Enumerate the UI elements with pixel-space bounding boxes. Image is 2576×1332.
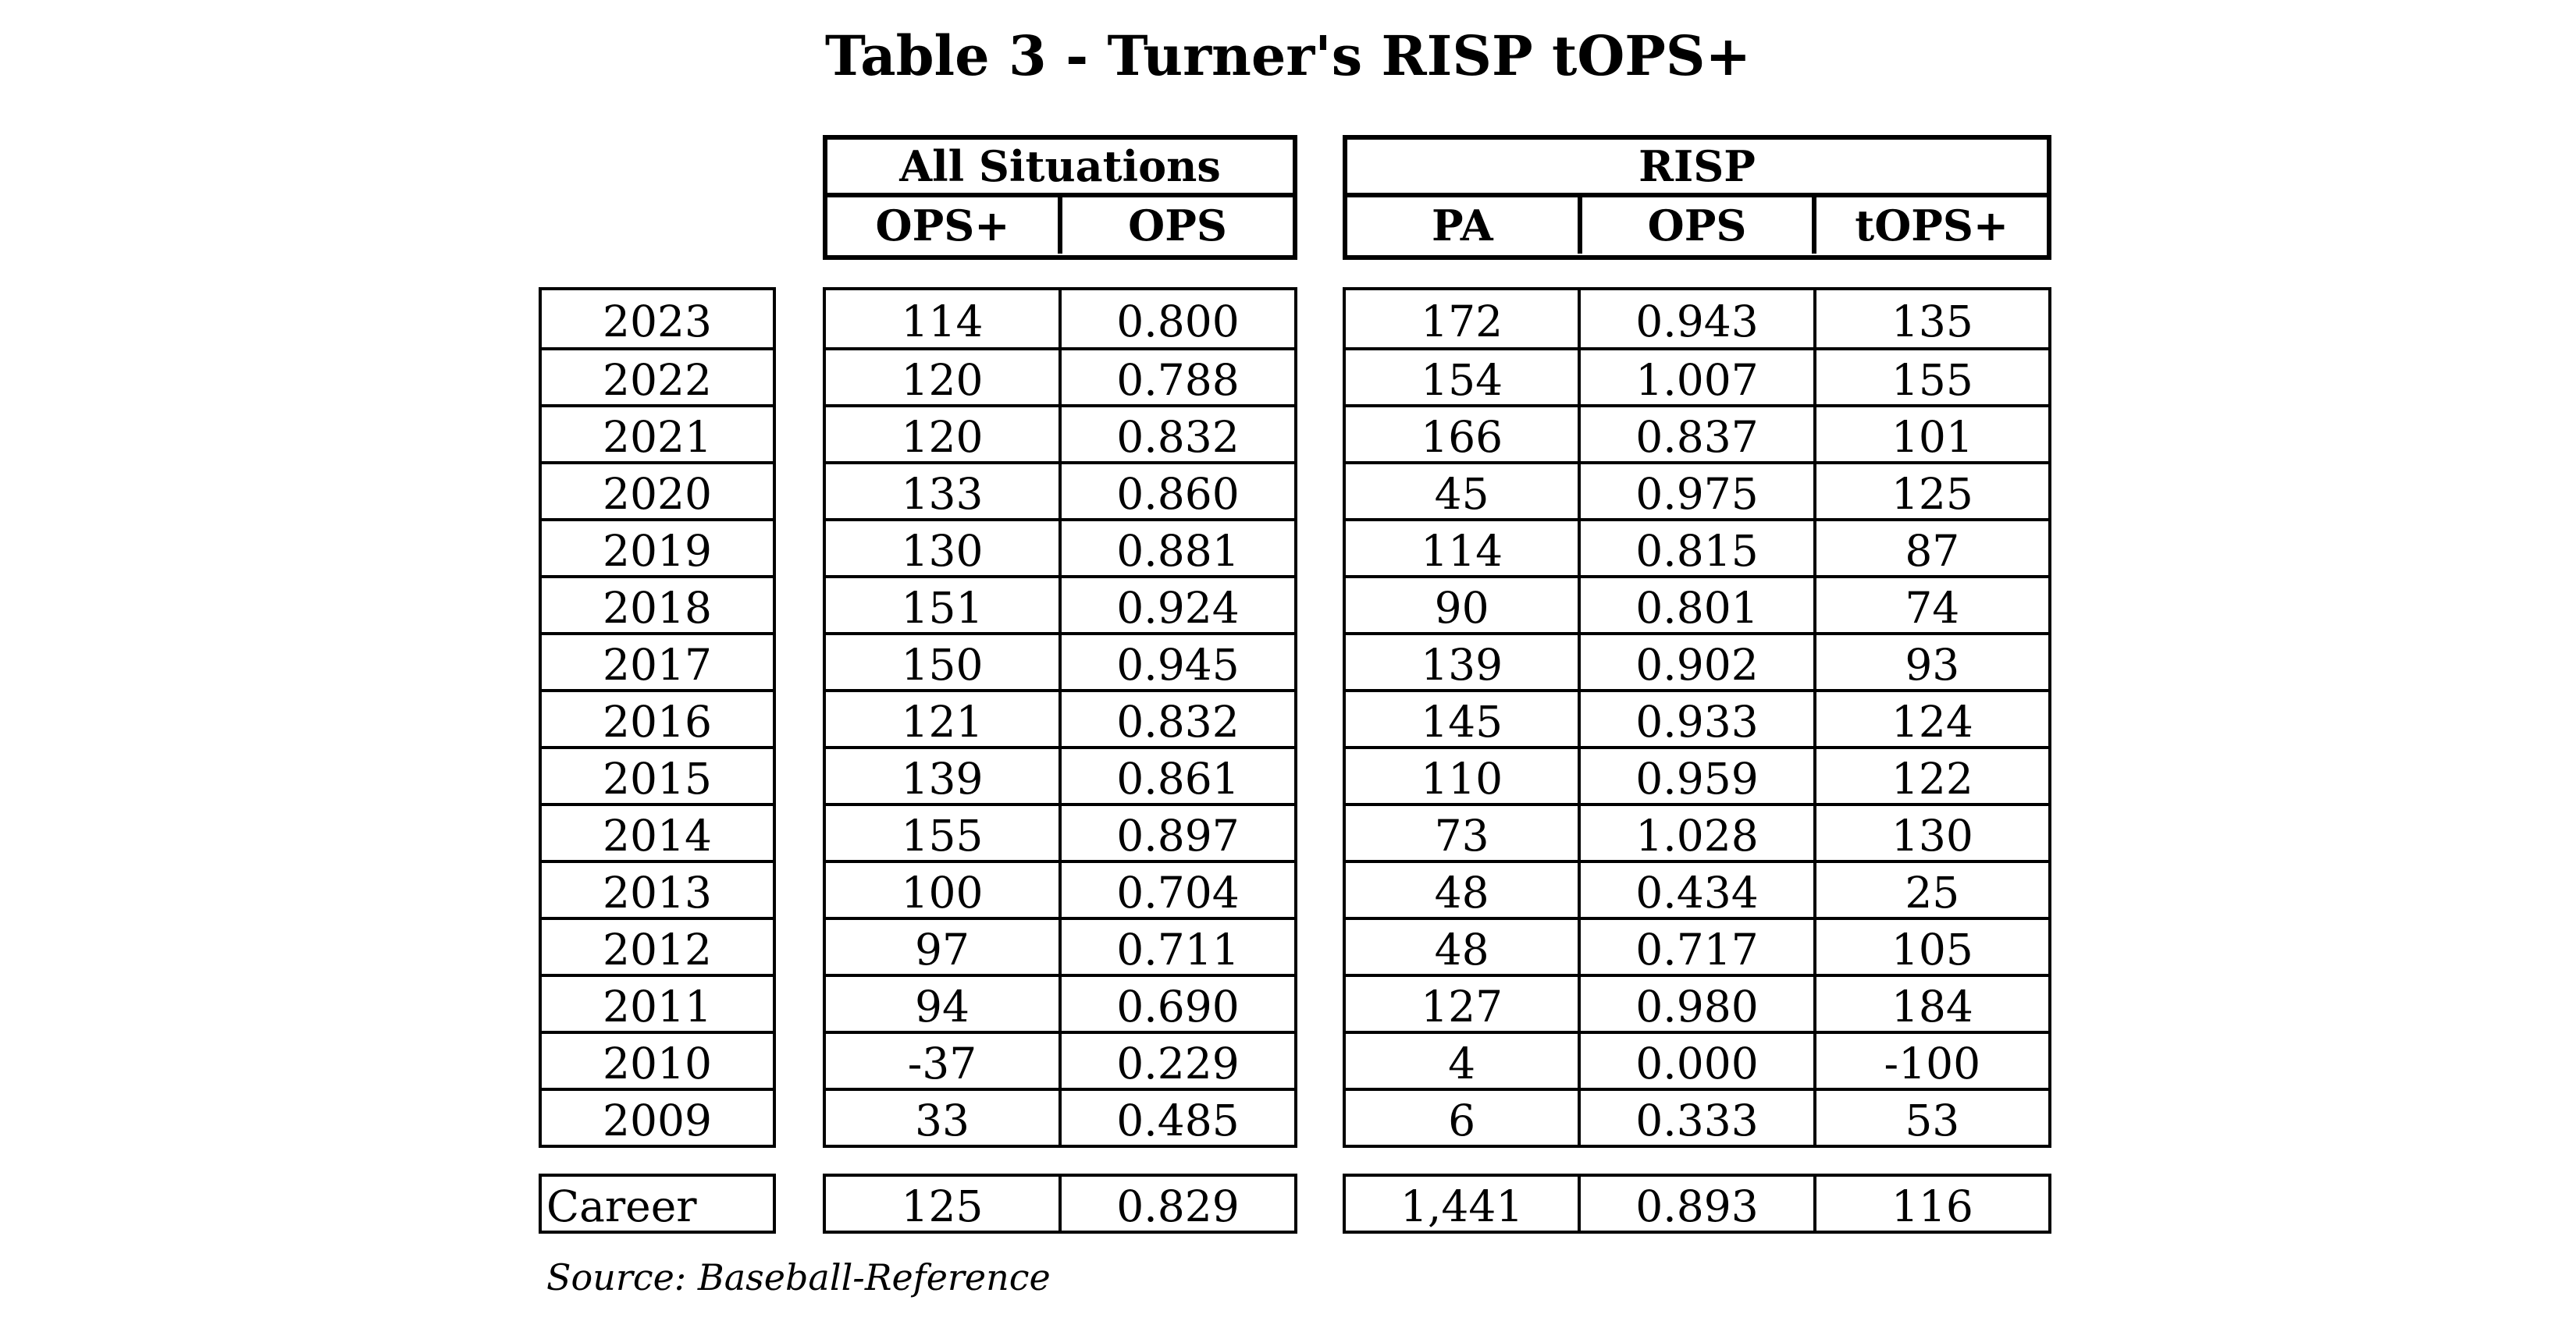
table-row [542, 575, 773, 632]
year-cell: 2013 [603, 867, 712, 918]
table-row [1346, 518, 2048, 575]
tops-plus-header: tOPS+ [1812, 197, 2047, 254]
year-cell: 2019 [603, 525, 712, 576]
risp-ops-cell: 0.959 [1578, 749, 1813, 803]
table-row [826, 860, 1294, 917]
year-cell: 2010 [603, 1038, 712, 1089]
ops-cell: 0.832 [1059, 407, 1294, 461]
table-row [1346, 1031, 2048, 1088]
tops-plus-cell: 124 [1813, 692, 2048, 746]
ops-plus-cell: 94 [915, 981, 970, 1032]
pa-cell: 166 [1421, 411, 1503, 462]
ops-plus-cell: 33 [915, 1095, 970, 1146]
table-row [1346, 689, 2048, 746]
ops-plus-cell: 133 [901, 468, 984, 519]
ops-plus-cell: 155 [901, 810, 984, 861]
ops-plus-cell: 114 [901, 296, 984, 346]
table-row [826, 632, 1294, 689]
risp-ops-cell: 0.980 [1578, 977, 1813, 1031]
career-risp [1343, 1174, 2051, 1234]
table-row [826, 404, 1294, 461]
risp-ops-cell: 1.028 [1578, 806, 1813, 860]
ops-cell: 0.897 [1059, 806, 1294, 860]
risp-ops-cell: 0.717 [1578, 920, 1813, 974]
table-row [542, 1031, 773, 1088]
tops-plus-cell: 135 [1813, 290, 2048, 347]
all-situations-header [823, 135, 1297, 260]
career-tops-plus: 116 [1813, 1177, 2048, 1231]
table-row [1346, 290, 2048, 347]
career-pa: 1,441 [1400, 1181, 1524, 1231]
year-cell: 2015 [603, 753, 712, 804]
career-risp-ops: 0.893 [1578, 1177, 1813, 1231]
pa-cell: 110 [1421, 753, 1503, 804]
table-row [542, 1088, 773, 1145]
all-situations-body [823, 287, 1297, 1148]
pa-header: PA [1432, 201, 1493, 250]
pa-cell: 6 [1448, 1095, 1476, 1146]
pa-cell: 114 [1421, 525, 1503, 576]
pa-cell: 48 [1434, 867, 1489, 918]
pa-cell: 73 [1434, 810, 1489, 861]
ops-plus-cell: 97 [915, 924, 970, 975]
risp-ops-cell: 0.943 [1578, 290, 1813, 347]
ops-header: OPS [1058, 197, 1293, 254]
risp-ops-cell: 0.933 [1578, 692, 1813, 746]
risp-label: RISP [1347, 140, 2047, 197]
table-row [826, 1031, 1294, 1088]
tops-plus-cell: 122 [1813, 749, 2048, 803]
table-row [826, 1088, 1294, 1145]
ops-plus-cell: 100 [901, 867, 984, 918]
ops-cell: 0.800 [1059, 290, 1294, 347]
table-row [826, 917, 1294, 974]
ops-cell: 0.711 [1059, 920, 1294, 974]
year-cell: 2011 [603, 981, 712, 1032]
year-cell: 2022 [603, 354, 712, 405]
all-situations-label: All Situations [827, 140, 1293, 197]
risp-body [1343, 287, 2051, 1148]
ops-plus-cell: -37 [907, 1038, 977, 1089]
table-row [542, 746, 773, 803]
ops-cell: 0.832 [1059, 692, 1294, 746]
pa-cell: 127 [1421, 981, 1503, 1032]
table-row [826, 803, 1294, 860]
risp-ops-cell: 0.000 [1578, 1034, 1813, 1088]
table-row [1346, 917, 2048, 974]
table-row [1346, 461, 2048, 518]
table-row [542, 917, 773, 974]
risp-header [1343, 135, 2051, 260]
table-row [1346, 347, 2048, 404]
table-row [542, 347, 773, 404]
ops-cell: 0.229 [1059, 1034, 1294, 1088]
tops-plus-cell: 87 [1813, 521, 2048, 575]
risp-ops-header: OPS [1578, 197, 1813, 254]
ops-plus-header: OPS+ [875, 201, 1010, 250]
risp-ops-cell: 0.975 [1578, 464, 1813, 518]
year-cell: 2018 [603, 582, 712, 633]
table-row [826, 461, 1294, 518]
year-cell: 2017 [603, 639, 712, 690]
pa-cell: 48 [1434, 924, 1489, 975]
ops-plus-cell: 120 [901, 411, 984, 462]
year-cell: 2009 [603, 1095, 712, 1146]
source-note: Source: Baseball-Reference [546, 1256, 1051, 1298]
tops-plus-cell: 93 [1813, 635, 2048, 689]
tops-plus-cell: 74 [1813, 578, 2048, 632]
year-cell: 2014 [603, 810, 712, 861]
career-ops: 0.829 [1059, 1177, 1294, 1231]
ops-cell: 0.860 [1059, 464, 1294, 518]
pa-cell: 154 [1421, 354, 1503, 405]
tops-plus-cell: -100 [1813, 1034, 2048, 1088]
table-row [542, 461, 773, 518]
table-row [542, 404, 773, 461]
year-cell: 2012 [603, 924, 712, 975]
career-label: Career [546, 1181, 697, 1231]
risp-ops-cell: 1.007 [1578, 350, 1813, 404]
ops-plus-cell: 151 [901, 582, 984, 633]
table-row [826, 290, 1294, 347]
risp-ops-cell: 0.815 [1578, 521, 1813, 575]
risp-ops-cell: 0.333 [1578, 1091, 1813, 1145]
table-row [542, 632, 773, 689]
career-ops-plus: 125 [901, 1181, 984, 1231]
pa-cell: 145 [1421, 696, 1503, 747]
career-label-box [539, 1174, 776, 1234]
table-row [826, 347, 1294, 404]
tops-plus-cell: 101 [1813, 407, 2048, 461]
table-row [1346, 1088, 2048, 1145]
table-row [1346, 632, 2048, 689]
table-row [826, 746, 1294, 803]
table-row [826, 974, 1294, 1031]
tops-plus-cell: 53 [1813, 1091, 2048, 1145]
table-row [826, 689, 1294, 746]
table-row [542, 290, 773, 347]
pa-cell: 90 [1434, 582, 1489, 633]
ops-cell: 0.945 [1059, 635, 1294, 689]
pa-cell: 139 [1421, 639, 1503, 690]
ops-cell: 0.485 [1059, 1091, 1294, 1145]
year-cell: 2021 [603, 411, 712, 462]
ops-cell: 0.704 [1059, 863, 1294, 917]
years-column [539, 287, 776, 1148]
ops-cell: 0.924 [1059, 578, 1294, 632]
ops-cell: 0.881 [1059, 521, 1294, 575]
ops-plus-cell: 120 [901, 354, 984, 405]
pa-cell: 45 [1434, 468, 1489, 519]
year-cell: 2020 [603, 468, 712, 519]
tops-plus-cell: 125 [1813, 464, 2048, 518]
tops-plus-cell: 155 [1813, 350, 2048, 404]
table-row [542, 860, 773, 917]
ops-cell: 0.788 [1059, 350, 1294, 404]
table-row [1346, 803, 2048, 860]
ops-cell: 0.690 [1059, 977, 1294, 1031]
table-row [1346, 860, 2048, 917]
tops-plus-cell: 184 [1813, 977, 2048, 1031]
risp-ops-cell: 0.837 [1578, 407, 1813, 461]
table-row [1346, 974, 2048, 1031]
tops-plus-cell: 105 [1813, 920, 2048, 974]
tops-plus-cell: 130 [1813, 806, 2048, 860]
table-row [826, 575, 1294, 632]
ops-cell: 0.861 [1059, 749, 1294, 803]
table-row [542, 974, 773, 1031]
table-row [542, 803, 773, 860]
risp-ops-cell: 0.434 [1578, 863, 1813, 917]
ops-plus-cell: 130 [901, 525, 984, 576]
pa-cell: 172 [1421, 296, 1503, 346]
table-row [1346, 746, 2048, 803]
year-cell: 2016 [603, 696, 712, 747]
career-all-situations [823, 1174, 1297, 1234]
risp-ops-cell: 0.902 [1578, 635, 1813, 689]
table-row [1346, 575, 2048, 632]
table-row [1346, 404, 2048, 461]
year-cell: 2023 [603, 296, 712, 346]
pa-cell: 4 [1448, 1038, 1476, 1089]
ops-plus-cell: 139 [901, 753, 984, 804]
tops-plus-cell: 25 [1813, 863, 2048, 917]
table-row [542, 518, 773, 575]
table-title: Table 3 - Turner's RISP tOPS+ [824, 23, 1752, 88]
ops-plus-cell: 150 [901, 639, 984, 690]
table-row [826, 518, 1294, 575]
table-row [542, 689, 773, 746]
ops-plus-cell: 121 [901, 696, 984, 747]
risp-ops-cell: 0.801 [1578, 578, 1813, 632]
